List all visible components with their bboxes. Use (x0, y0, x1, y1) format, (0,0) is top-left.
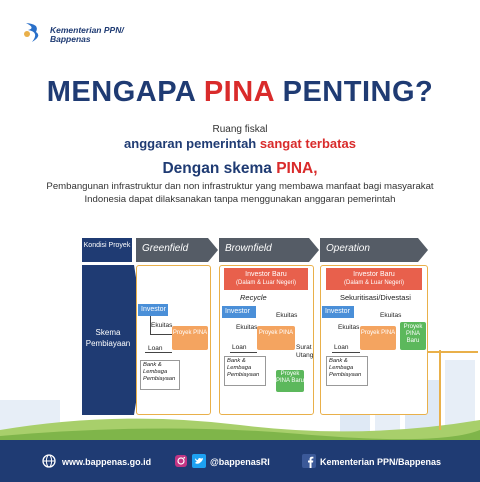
operation-loan-label: Loan (334, 344, 349, 351)
social-handle-link[interactable]: @bappenasRI (210, 457, 270, 467)
operation-investor: Investor (322, 306, 354, 318)
brownfield-loan-label: Loan (232, 344, 247, 351)
brownfield-proyek-pina: Proyek PINA (257, 326, 295, 350)
brownfield-investor: Investor (222, 306, 256, 318)
description: Pembangunan infrastruktur dan non infrastruktur yang membawa manfaat bagi masyarakat Indonesia dapat dilaksanakan tanpa menggunakan anggaran pemerintah (46, 181, 434, 205)
connector (145, 352, 172, 353)
brownfield-investor-baru: Investor Baru (Dalam & Luar Negeri) (224, 268, 308, 290)
phase-header-greenfield: Greenfield (136, 238, 218, 262)
subtitle-line1: Ruang fiskal (212, 124, 268, 135)
connector (150, 334, 172, 335)
logo-text: Kementerian PPN/ Bappenas (50, 25, 124, 44)
operation-bank: Bank & Lembaga Pembiayaan (326, 356, 368, 386)
subtitle-line2: anggaran pemerintah sangat terbatas (124, 136, 356, 151)
section-heading: Dengan skema PINA, (162, 160, 318, 177)
bappenas-logo (22, 20, 48, 44)
globe-icon (42, 454, 56, 468)
facebook-link[interactable]: Kementerian PPN/Bappenas (320, 457, 442, 467)
brownfield-proyek-pina-baru: Proyek PINA Baru (276, 370, 304, 392)
brownfield-ekuitas-label: Ekuitas (236, 324, 258, 331)
connector (332, 352, 360, 353)
greenfield-ekuitas-label: Ekuitas (151, 322, 173, 329)
operation-sekuritisasi: Sekuritisasi/Divestasi (340, 293, 411, 302)
brownfield-ekuitas-right: Ekuitas (276, 312, 298, 319)
phase-header-operation: Operation (320, 238, 428, 262)
page-title: MENGAPA PINA PENTING? (46, 76, 434, 108)
operation-ekuitas-label: Ekuitas (338, 324, 360, 331)
website-link[interactable]: www.bappenas.go.id (62, 457, 152, 467)
facebook-icon[interactable] (302, 454, 316, 468)
bappenas-logo-icon (22, 20, 48, 44)
label-kondisi-proyek: Kondisi Proyek (82, 238, 132, 262)
operation-proyek-pina: Proyek PINA (360, 326, 396, 350)
greenfield-proyek-pina: Proyek PINA (172, 326, 208, 350)
phase-header-brownfield: Brownfield (219, 238, 319, 262)
greenfield-loan-label: Loan (148, 345, 163, 352)
instagram-icon[interactable] (174, 454, 188, 468)
operation-investor-baru: Investor Baru (Dalam & Luar Negeri) (326, 268, 422, 290)
label-skema-pembiayaan: Skema Pembiayaan (82, 265, 134, 415)
greenfield-bank: Bank & Lembaga Pembiayaan (140, 360, 180, 390)
operation-ekuitas-right: Ekuitas (380, 312, 402, 319)
twitter-icon[interactable] (192, 454, 206, 468)
operation-proyek-pina-baru: Proyek PINA Baru (400, 322, 426, 350)
brownfield-bank: Bank & Lembaga Pembiayaan (224, 356, 266, 386)
greenfield-investor: Investor (138, 304, 168, 316)
brownfield-recycle: Recycle (240, 293, 267, 302)
brownfield-surat-utang: Surat Utang (296, 344, 314, 359)
connector (230, 352, 257, 353)
